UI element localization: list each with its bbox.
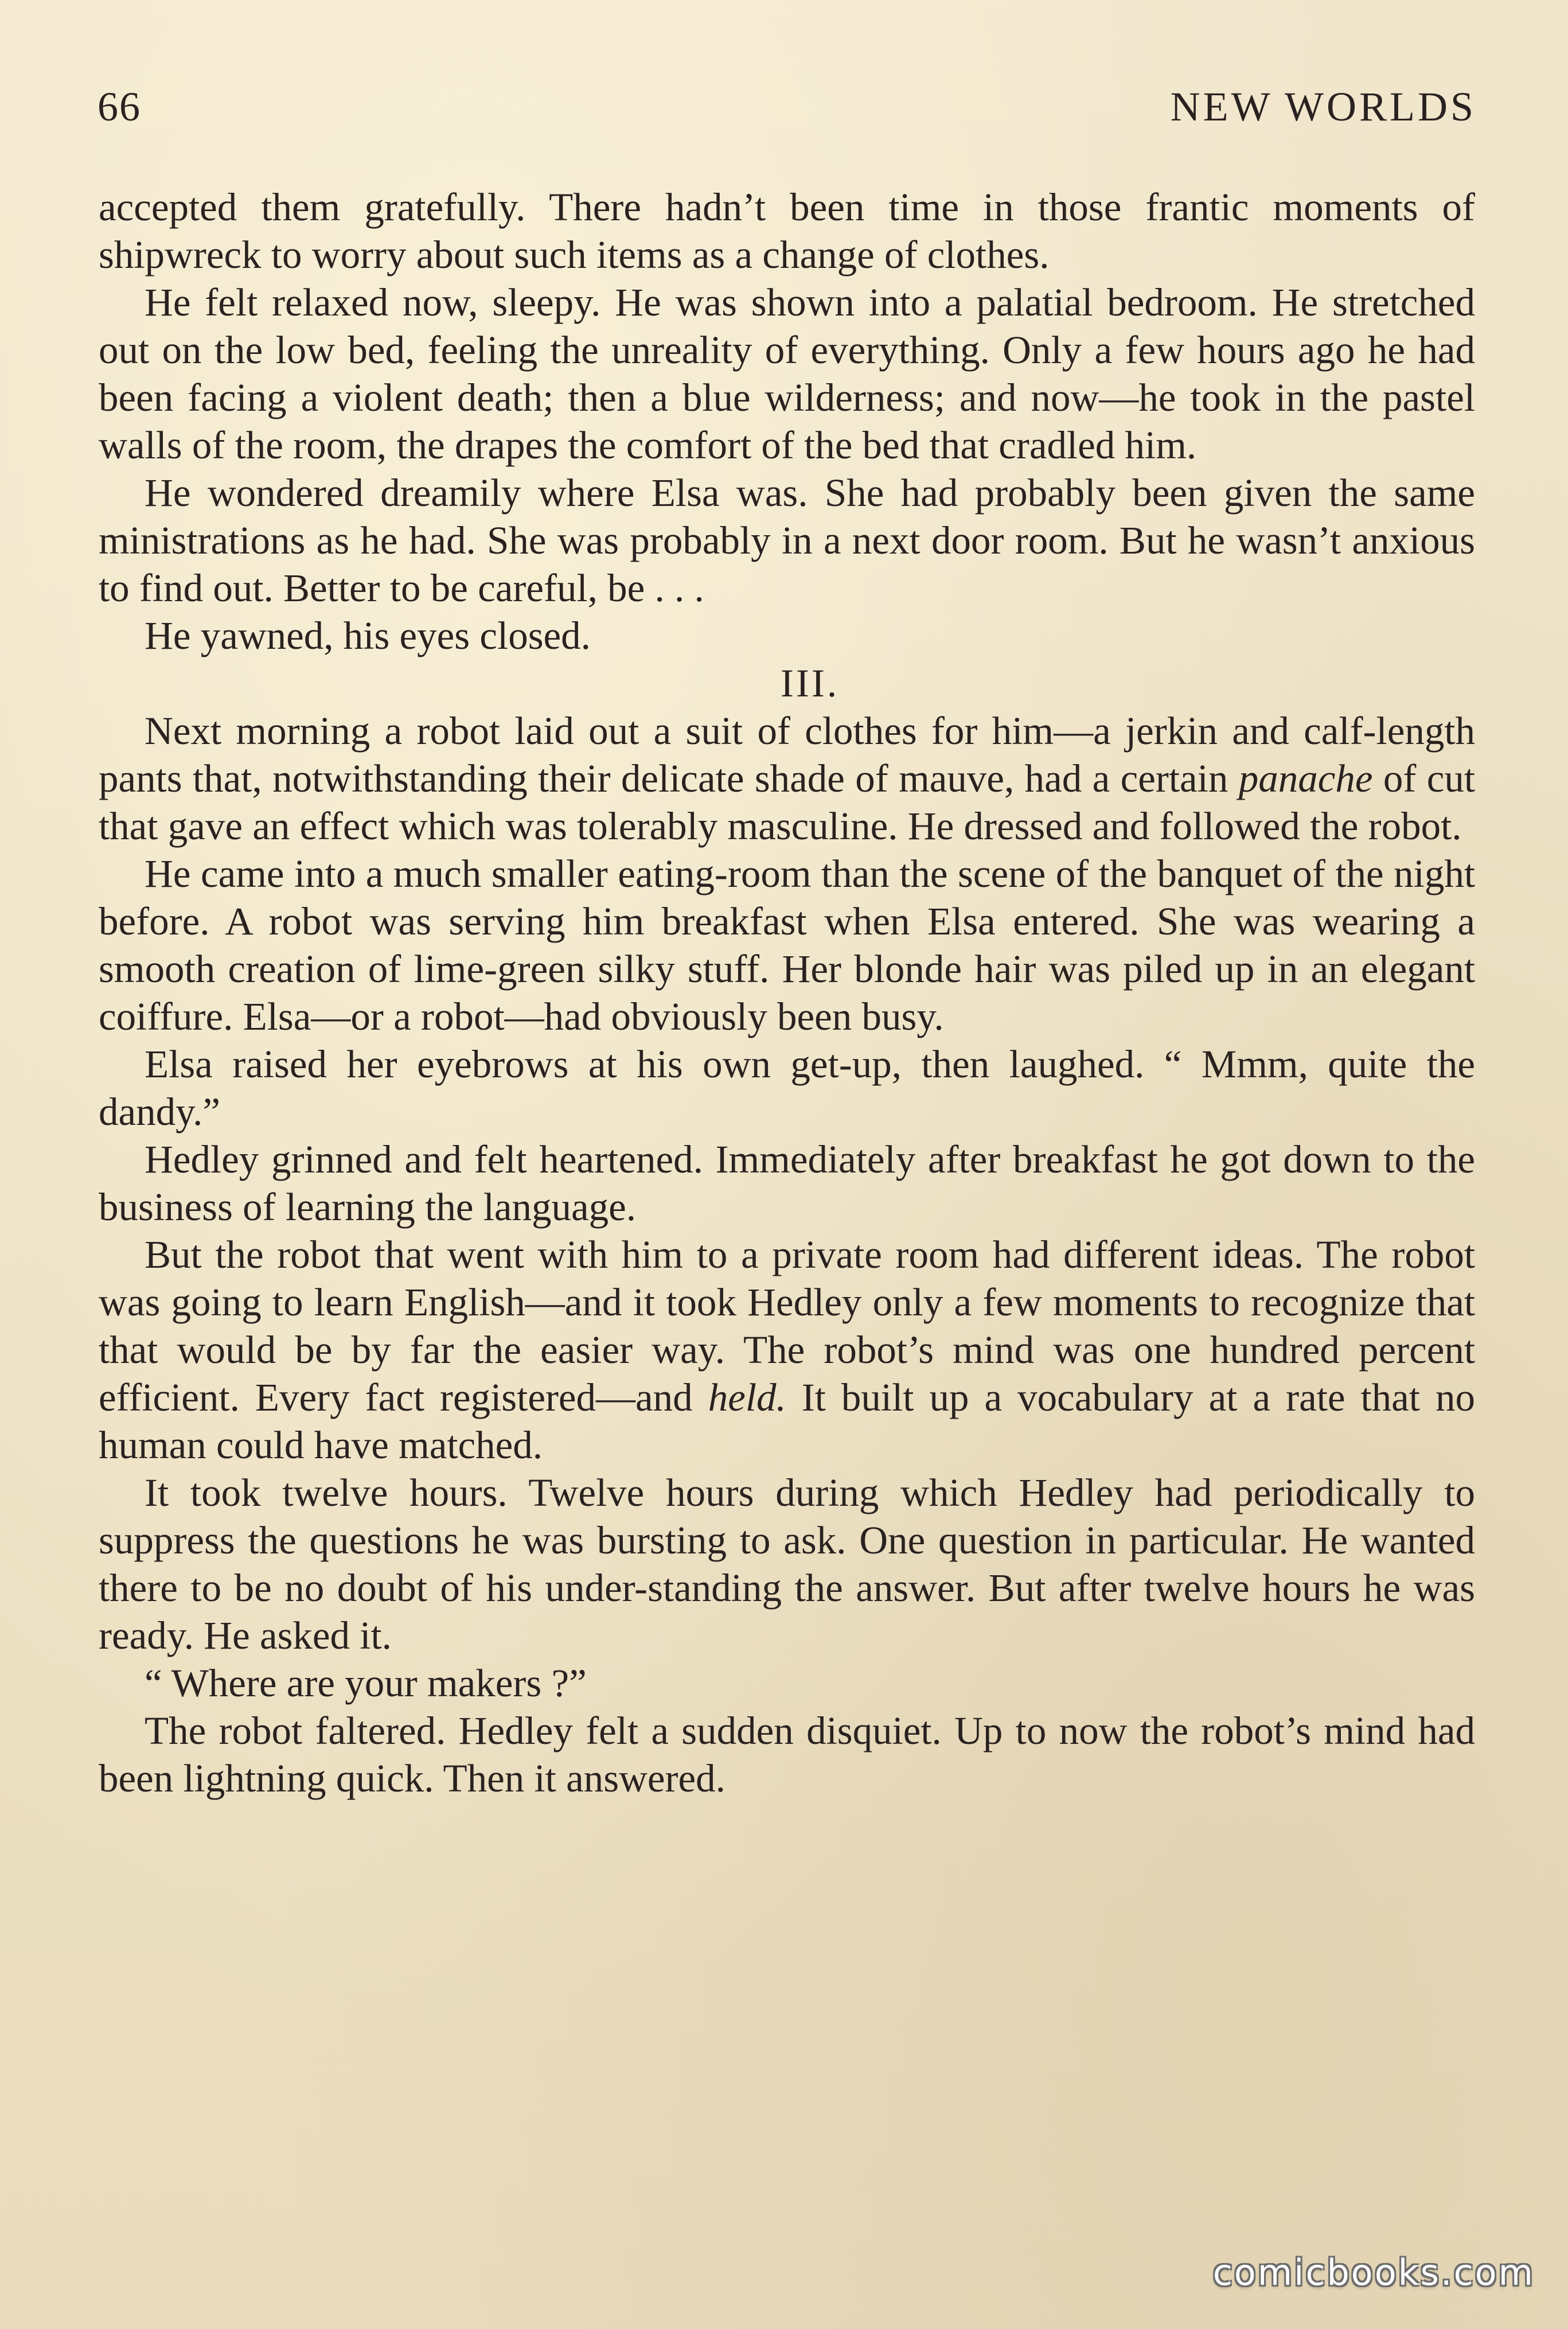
italic-word: held.: [708, 1376, 786, 1419]
paragraph: He yawned, his eyes closed.: [145, 614, 591, 657]
text-run: of cut that gave an effect which was tolerably masculine. He dressed and followed the robot.: [99, 757, 1475, 848]
paragraph: [99, 1231, 1475, 1469]
paragraph: accepted them gratefully. There hadn’t been time in those frantic moments of shipwreck to worry about such items as a change of clothes.: [99, 185, 1475, 276]
paragraph: He came into a much smaller eating-room than the scene of the banquet of the night before. A robot was serving him breakfast when Elsa entered. She was wearing a smooth creation of lime-green silky stuff. Her blonde hair was piled up in an elegant coiffure. Elsa—or a robot—had obviously been busy.: [99, 852, 1475, 1038]
watermark: comicbooks.com: [1212, 2252, 1535, 2293]
paragraph: The robot faltered. Hedley felt a sudden disquiet. Up to now the robot’s mind had been lightning quick. Then it answered.: [99, 1709, 1475, 1800]
text-run: It built up a vocabulary at a rate that no human could have matched.: [99, 1376, 1475, 1467]
text-run: But the robot that went with him to a private room had different ideas. The robot was going to learn English—and it took Hedley only a few moments to recognize that that would be by far the easier way. The robot’s mind was one hundred percent efficient. Every fact registered—and: [99, 1233, 1475, 1419]
page-number: 66: [97, 84, 141, 130]
paragraph: Hedley grinned and felt heartened. Immediately after breakfast he got down to the business of learning the language.: [99, 1138, 1475, 1229]
paragraph: He felt relaxed now, sleepy. He was shown into a palatial bedroom. He stretched out on the low bed, feeling the unreality of everything. Only a few hours ago he had been facing a violent death; then a blue wilderness; and now—he took in the pastel walls of the room, the drapes the comfort of the bed that cradled him.: [99, 281, 1475, 467]
paragraph: [99, 707, 1475, 850]
page-header: [97, 83, 1476, 146]
paragraph: Elsa raised her eyebrows at his own get-up, then laughed. “ Mmm, quite the dandy.”: [99, 1042, 1475, 1134]
paragraph: “ Where are your makers ?”: [145, 1661, 587, 1705]
section-heading: III.: [780, 661, 840, 705]
italic-word: panache: [1238, 757, 1373, 800]
text-run: Next morning a robot laid out a suit of clothes for him—a jerkin and calf-length pants that, notwithstanding their delicate shade of mauve, had a certain: [99, 709, 1475, 800]
body-text: [99, 184, 1475, 1802]
paragraph: He wondered dreamily where Elsa was. She had probably been given the same ministrations as he had. She was probably in a next door room. But he wasn’t anxious to find out. Better to be careful, be . . .: [99, 471, 1475, 610]
paragraph: It took twelve hours. Twelve hours during which Hedley had periodically to suppress the questions he was bursting to ask. One question in particular. He wanted there to be no doubt of his under-standing the answer. But after twelve hours he was ready. He asked it.: [99, 1471, 1475, 1657]
running-head: NEW WORLDS: [1170, 84, 1476, 130]
